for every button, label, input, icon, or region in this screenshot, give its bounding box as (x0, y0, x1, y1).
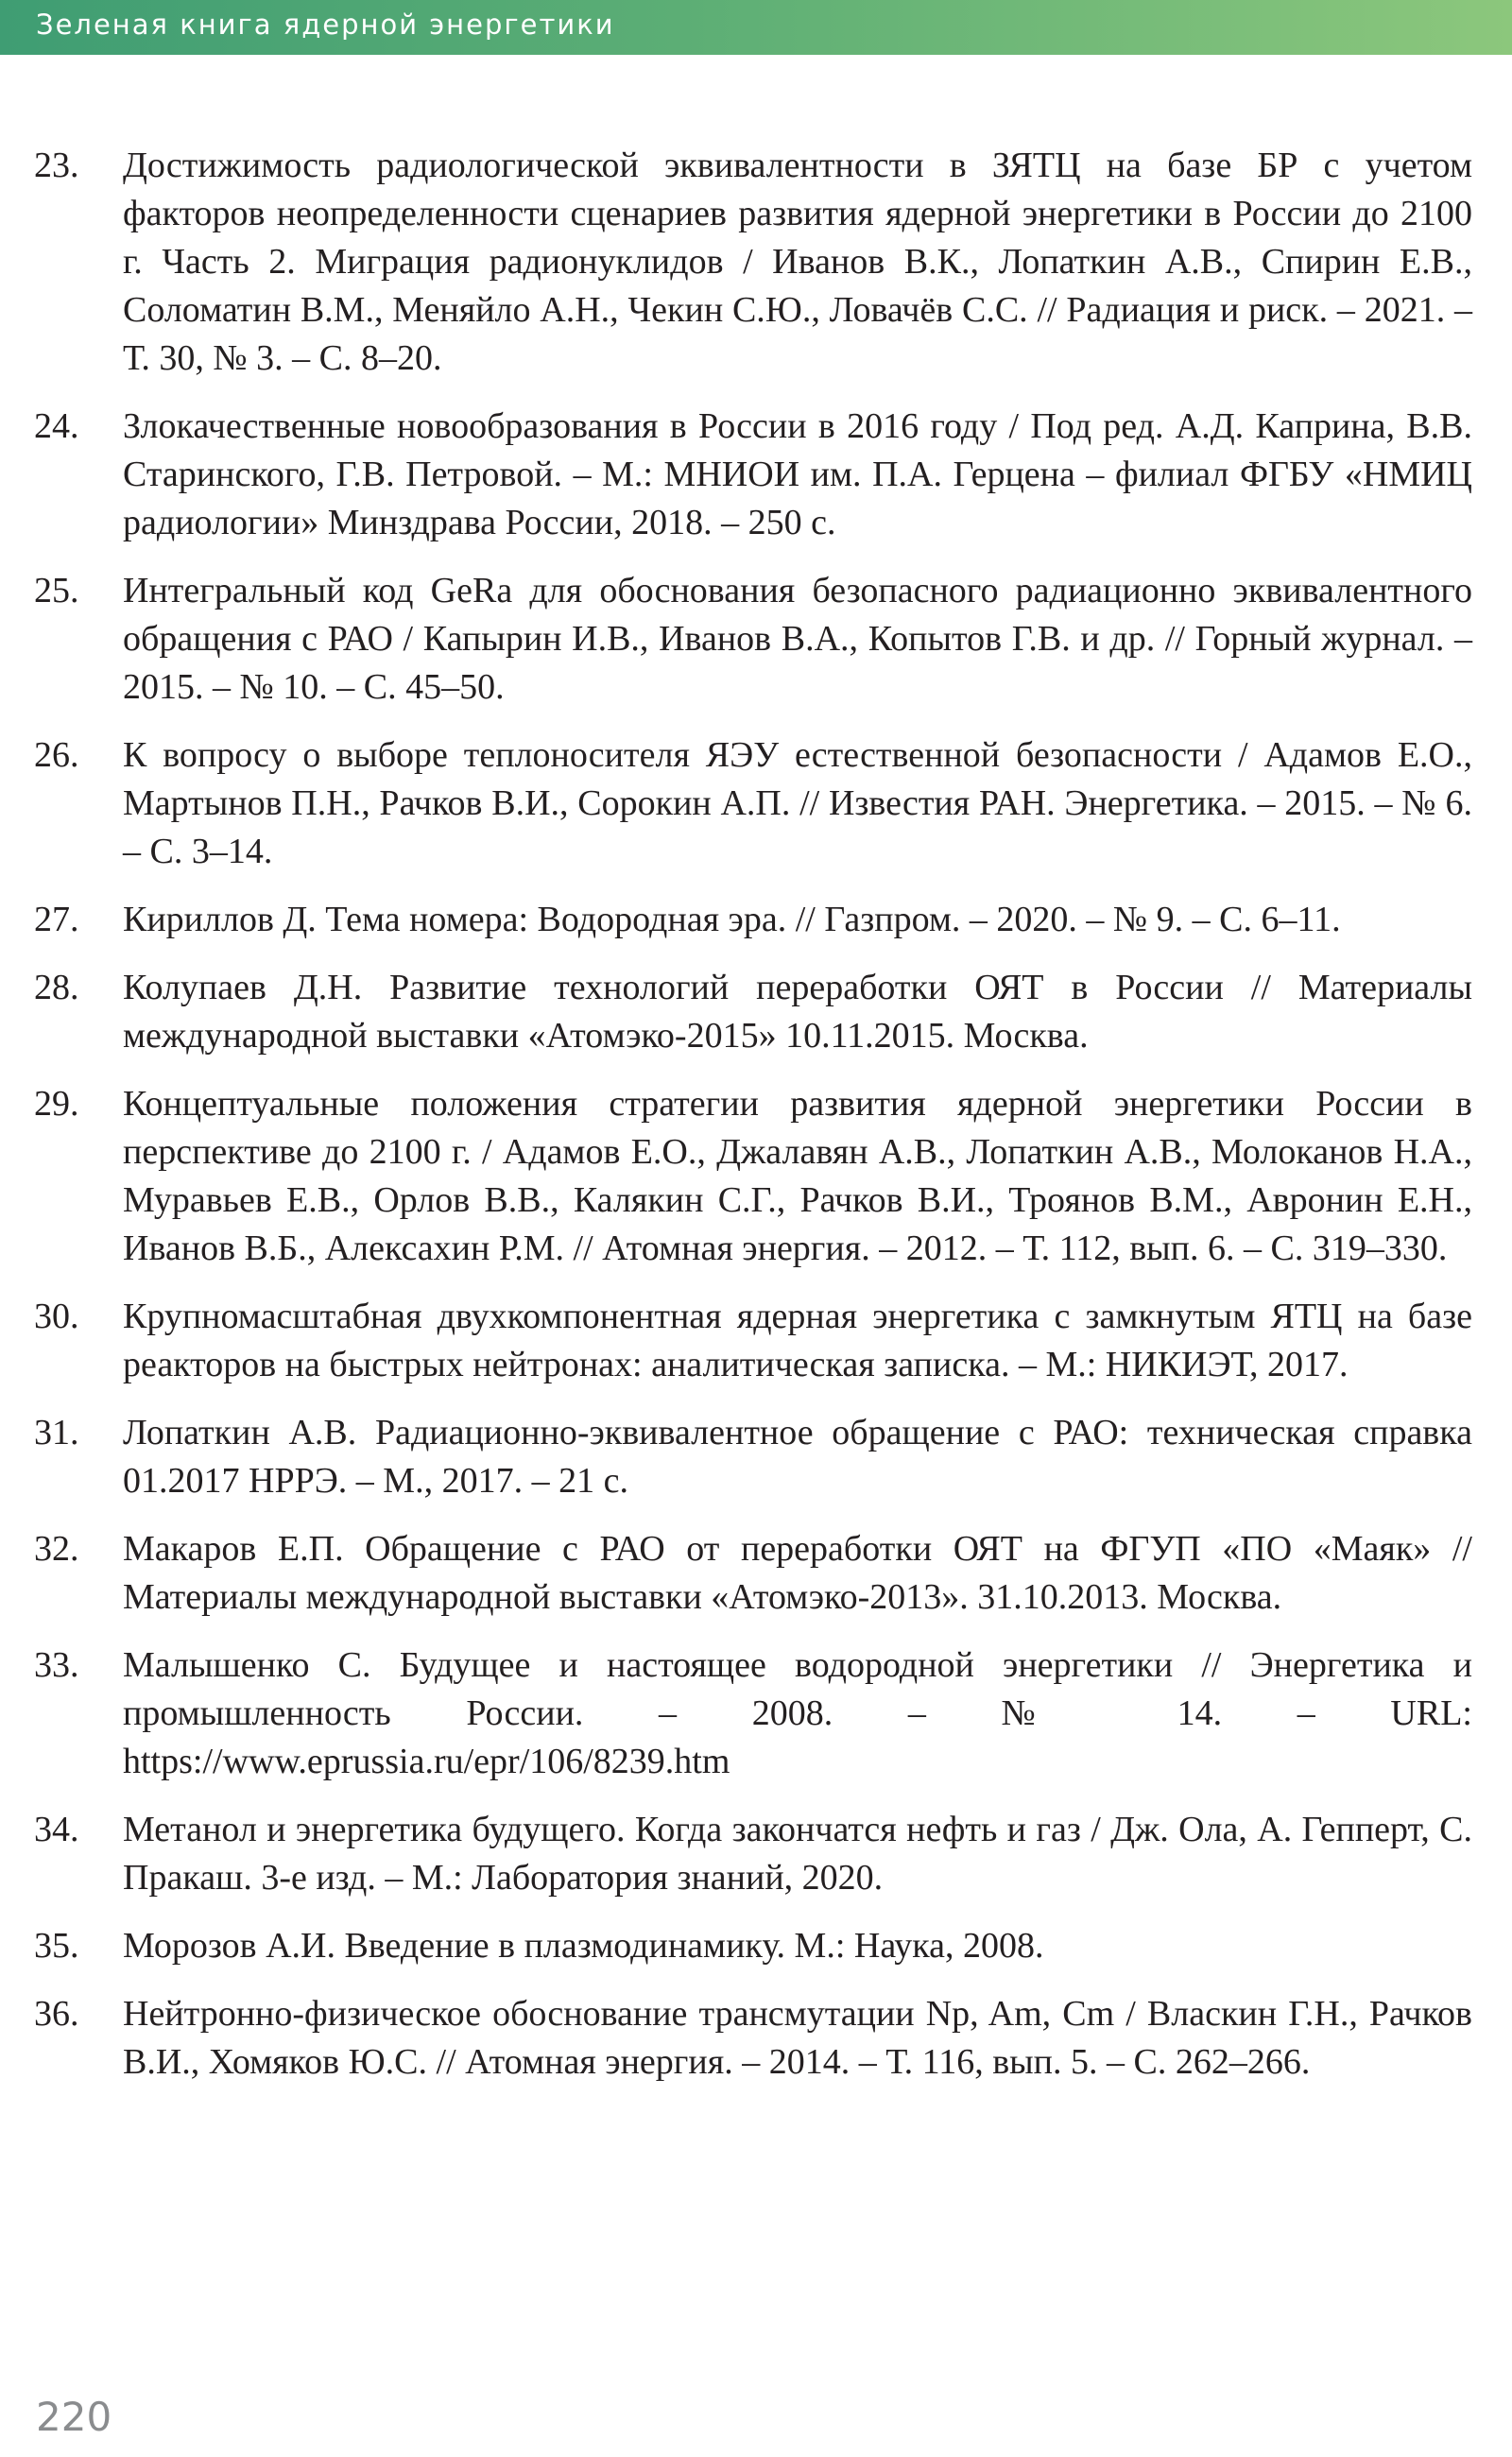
reference-number: 36. (34, 1994, 79, 2034)
reference-item (0, 1990, 1512, 2087)
reference-number: 27. (34, 900, 79, 939)
reference-item (0, 1409, 1512, 1505)
reference-item (0, 1080, 1512, 1273)
reference-number: 34. (34, 1810, 79, 1849)
reference-number: 25. (34, 571, 79, 610)
reference-item (0, 1293, 1512, 1389)
reference-text: Крупномасштабная двухкомпонентная ядерная энергетика с замкнутым ЯТЦ на базе реакторов на быстрых нейтронах: аналитическая записка. – М.: НИКИЭТ, 2017. (123, 1297, 1472, 1384)
reference-number: 29. (34, 1084, 79, 1124)
reference-item (0, 1525, 1512, 1622)
reference-number: 28. (34, 968, 79, 1007)
reference-text: К вопросу о выборе теплоносителя ЯЭУ естественной безопасности / Адамов Е.О., Мартынов П.Н., Рачков В.И., Сорокин А.П. // Известия РАН. Энергетика. – 2015. – № 6. – С. 3–14. (123, 735, 1472, 871)
reference-item (0, 964, 1512, 1060)
page-number: 220 (36, 2394, 112, 2440)
book-title: Зеленая книга ядерной энергетики (36, 9, 615, 41)
running-header (0, 0, 1512, 55)
reference-item (0, 1922, 1512, 1970)
reference-list (0, 142, 1512, 2106)
reference-text: Нейтронно-физическое обоснование трансмутации Np, Am, Cm / Власкин Г.Н., Рачков В.И., Хомяков Ю.С. // Атомная энергия. – 2014. – Т. 116, вып. 5. – С. 262–266. (123, 1994, 1472, 2082)
reference-item (0, 896, 1512, 944)
reference-number: 33. (34, 1645, 79, 1685)
reference-text: Малышенко С. Будущее и настоящее водородной энергетики // Энергетика и промышленность России. – 2008. – № 14. – URL: https://www.eprussia.ru/epr/106/8239.htm (123, 1645, 1472, 1781)
reference-number: 23. (34, 146, 79, 185)
reference-number: 24. (34, 406, 79, 446)
reference-text: Морозов А.И. Введение в плазмодинамику. М.: Наука, 2008. (123, 1926, 1044, 1966)
reference-item (0, 142, 1512, 383)
reference-item (0, 731, 1512, 876)
reference-text: Колупаев Д.Н. Развитие технологий переработки ОЯТ в России // Материалы международной выставки «Атомэко-2015» 10.11.2015. Москва. (123, 968, 1472, 1056)
reference-text: Макаров Е.П. Обращение с РАО от переработки ОЯТ на ФГУП «ПО «Маяк» // Материалы международной выставки «Атомэко-2013». 31.10.2013. Москва. (123, 1529, 1472, 1617)
reference-text: Концептуальные положения стратегии развития ядерной энергетики России в перспективе до 2100 г. / Адамов Е.О., Джалавян А.В., Лопаткин А.В., Молоканов Н.А., Муравьев Е.В., Орлов В.В., Калякин С.Г., Рачков В.И., Троянов В.М., Авронин Е.Н., Иванов В.Б., Алексахин Р.М. // Атомная энергия. – 2012. – Т. 112, вып. 6. – С. 319–330. (123, 1084, 1472, 1268)
reference-text: Метанол и энергетика будущего. Когда закончатся нефть и газ / Дж. Ола, А. Гепперт, С. Пракаш. 3-е изд. – М.: Лаборатория знаний, 2020. (123, 1810, 1472, 1898)
reference-item (0, 1806, 1512, 1902)
reference-number: 30. (34, 1297, 79, 1336)
reference-item (0, 567, 1512, 712)
reference-text: Кириллов Д. Тема номера: Водородная эра. // Газпром. – 2020. – № 9. – С. 6–11. (123, 900, 1341, 939)
reference-item (0, 1641, 1512, 1786)
reference-number: 32. (34, 1529, 79, 1569)
reference-number: 35. (34, 1926, 79, 1966)
reference-text: Достижимость радиологической эквивалентности в ЗЯТЦ на базе БР с учетом факторов неопределенности сценариев развития ядерной энергетики в России до 2100 г. Часть 2. Миграция радионуклидов / Иванов В.К., Лопаткин А.В., Спирин Е.В., Соломатин В.М., Меняйло А.Н., Чекин С.Ю., Ловачёв С.С. // Радиация и риск. – 2021. – Т. 30, № 3. – С. 8–20. (123, 146, 1472, 378)
reference-number: 26. (34, 735, 79, 775)
reference-item (0, 403, 1512, 547)
reference-text: Злокачественные новообразования в России в 2016 году / Под ред. А.Д. Каприна, В.В. Старинского, Г.В. Петровой. – М.: МНИОИ им. П.А. Герцена – филиал ФГБУ «НМИЦ радиологии» Минздрава России, 2018. – 250 с. (123, 406, 1472, 542)
reference-text: Лопаткин А.В. Радиационно-эквивалентное обращение с РАО: техническая справка 01.2017 НРРЭ. – М., 2017. – 21 с. (123, 1413, 1472, 1501)
reference-number: 31. (34, 1413, 79, 1452)
reference-text: Интегральный код GeRa для обоснования безопасного радиационно эквивалентного обращения с РАО / Капырин И.В., Иванов В.А., Копытов Г.В. и др. // Горный журнал. – 2015. – № 10. – С. 45–50. (123, 571, 1472, 707)
